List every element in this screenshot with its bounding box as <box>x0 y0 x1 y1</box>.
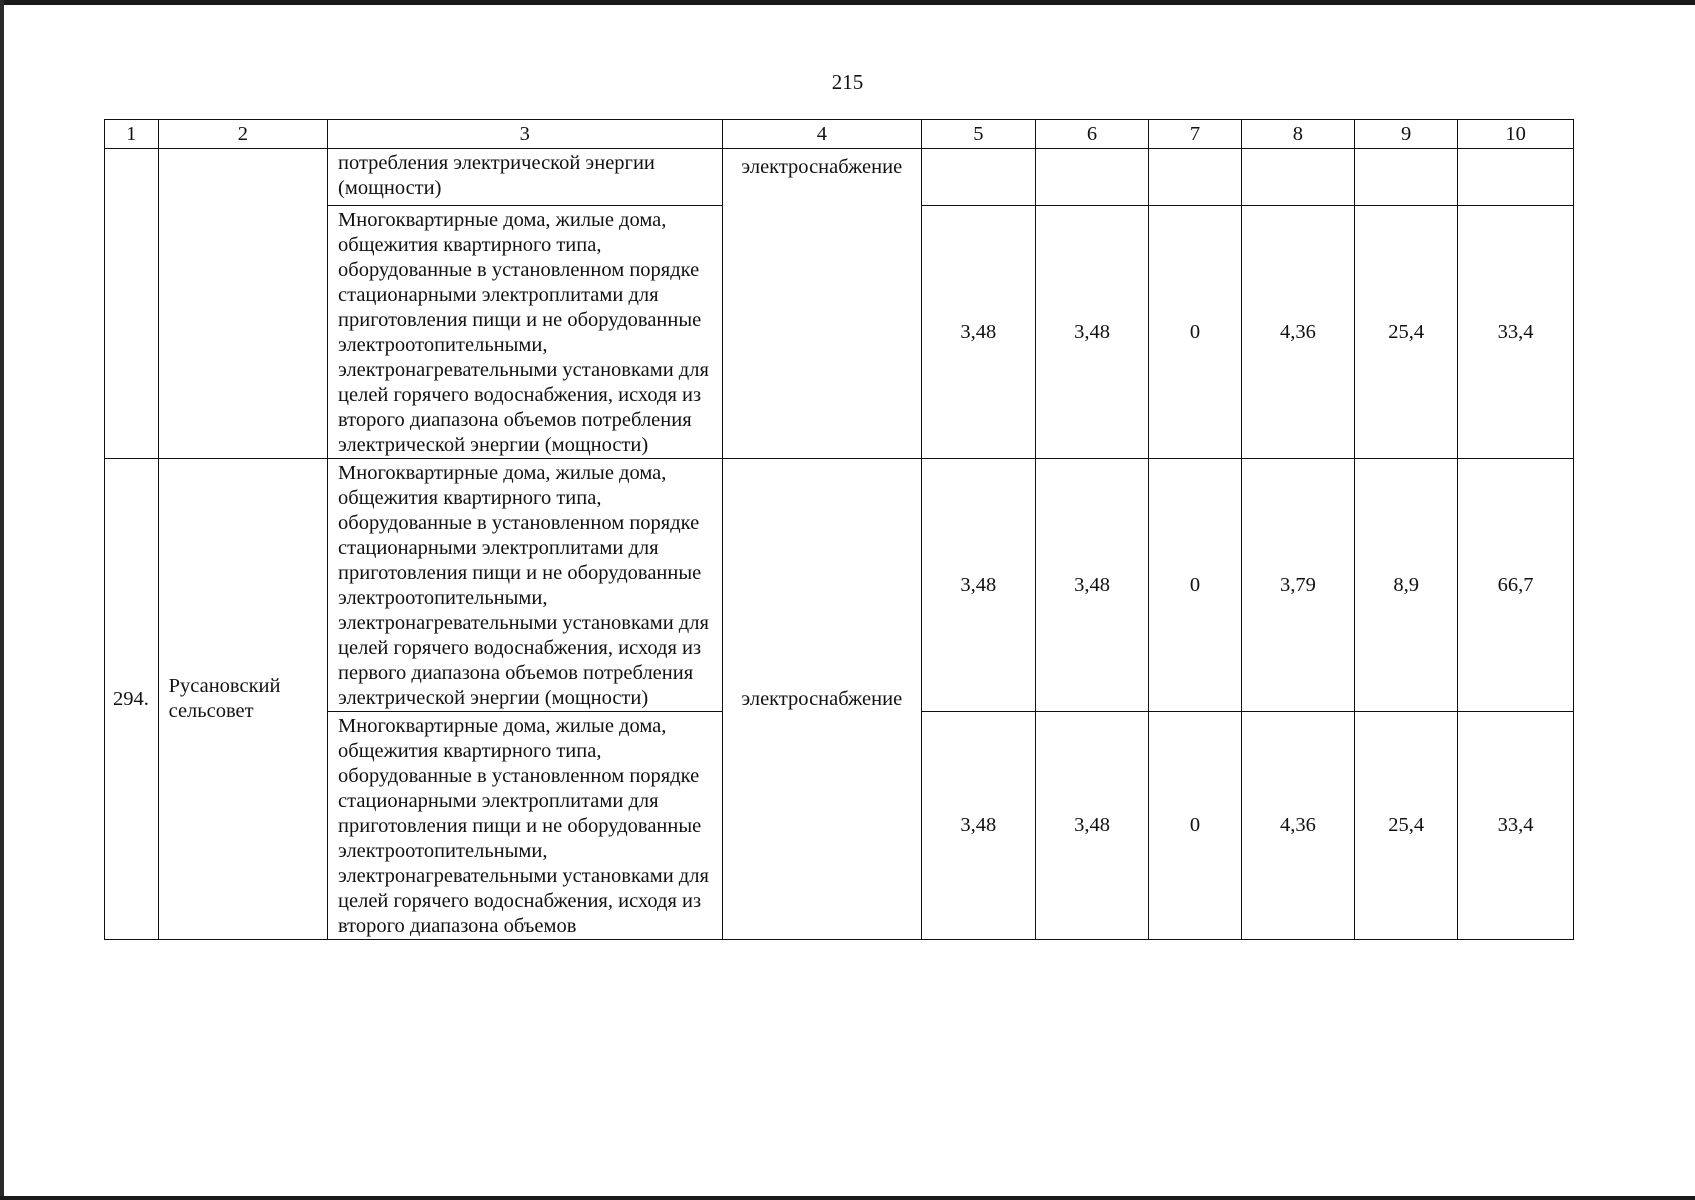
value-cell <box>1149 149 1241 206</box>
index-cell <box>105 149 159 459</box>
value-cell <box>1241 149 1355 206</box>
header-row <box>105 120 1574 149</box>
name-cell <box>158 149 327 459</box>
value-cell: 0 <box>1149 712 1241 940</box>
value-cell: 33,4 <box>1458 712 1574 940</box>
header-cell: 8 <box>1241 120 1355 149</box>
value-cell: 3,48 <box>922 712 1036 940</box>
value-cell: 3,48 <box>1035 459 1149 712</box>
header-cell: 3 <box>328 120 723 149</box>
value-cell: 3,48 <box>1035 712 1149 940</box>
value-cell: 3,48 <box>922 459 1036 712</box>
value-cell <box>1355 149 1458 206</box>
description-cell: Многоквартирные дома, жилые дома, общежития квартирного типа, оборудованные в установленном порядке стационарными электроплитами для приготовления пищи и не оборудованные электроотопительными, электронагревательными установками для целей горячего водоснабжения, исходя из второго диапазона объемов потребления электрической энергии (мощности) <box>328 206 723 459</box>
table-row <box>105 459 1574 712</box>
scan-edge-bottom <box>0 1196 1695 1200</box>
header-cell: 9 <box>1355 120 1458 149</box>
name-cell: Русановский сельсовет <box>158 459 327 940</box>
value-cell: 25,4 <box>1355 712 1458 940</box>
value-cell <box>922 149 1036 206</box>
header-cell: 2 <box>158 120 327 149</box>
value-cell: 3,79 <box>1241 459 1355 712</box>
value-cell: 0 <box>1149 459 1241 712</box>
header-cell: 7 <box>1149 120 1241 149</box>
header-cell: 1 <box>105 120 159 149</box>
value-cell: 8,9 <box>1355 459 1458 712</box>
header-cell: 6 <box>1035 120 1149 149</box>
value-cell: 25,4 <box>1355 206 1458 459</box>
value-cell: 0 <box>1149 206 1241 459</box>
tariff-table <box>104 119 1574 940</box>
description-cell: Многоквартирные дома, жилые дома, общежития квартирного типа, оборудованные в установленном порядке стационарными электроплитами для приготовления пищи и не оборудованные электроотопительными, электронагревательными установками для целей горячего водоснабжения, исходя из первого диапазона объемов потребления электрической энергии (мощности) <box>328 459 723 712</box>
service-cell: электроснабжение <box>722 459 921 940</box>
value-cell: 33,4 <box>1458 206 1574 459</box>
value-cell <box>1035 149 1149 206</box>
header-cell: 5 <box>922 120 1036 149</box>
table-row <box>105 149 1574 206</box>
value-cell <box>1458 149 1574 206</box>
header-cell: 10 <box>1458 120 1574 149</box>
scan-edge-left <box>0 0 4 1200</box>
service-cell: электроснабжение <box>722 149 921 459</box>
description-cell: Многоквартирные дома, жилые дома, общежития квартирного типа, оборудованные в установленном порядке стационарными электроплитами для приготовления пищи и не оборудованные электроотопительными, электронагревательными установками для целей горячего водоснабжения, исходя из второго диапазона объемов <box>328 712 723 940</box>
value-cell: 3,48 <box>1035 206 1149 459</box>
value-cell: 66,7 <box>1458 459 1574 712</box>
description-cell: потребления электрической энергии (мощности) <box>328 149 723 206</box>
page-number: 215 <box>831 70 864 94</box>
scan-edge-top <box>0 0 1695 5</box>
header-cell: 4 <box>722 120 921 149</box>
value-cell: 3,48 <box>922 206 1036 459</box>
index-cell: 294. <box>105 459 159 940</box>
value-cell: 4,36 <box>1241 712 1355 940</box>
value-cell: 4,36 <box>1241 206 1355 459</box>
